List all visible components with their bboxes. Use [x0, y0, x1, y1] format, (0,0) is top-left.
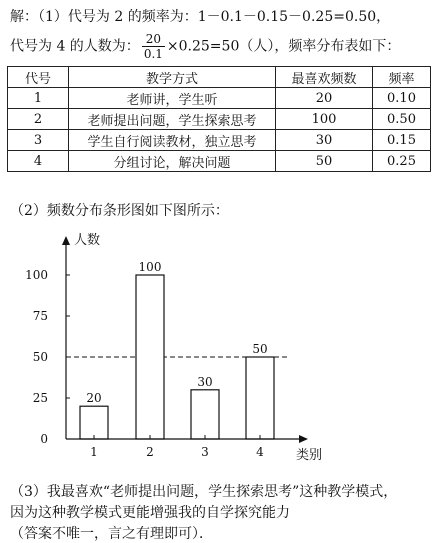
bar-value-label: 100 — [138, 260, 162, 274]
cell-rate: 0.15 — [373, 130, 431, 151]
header-method: 教学方式 — [69, 67, 276, 88]
cell-count: 30 — [276, 130, 373, 151]
fraction-numerator: 20 — [142, 32, 165, 47]
x-tick-label: 1 — [90, 445, 98, 459]
bar-value-label: 30 — [197, 374, 213, 389]
y-axis-arrow — [62, 236, 70, 245]
part2-text: （2）频数分布条形图如下图所示： — [10, 203, 229, 219]
cell-rate: 0.50 — [373, 109, 431, 130]
bar-value-label: 50 — [252, 342, 268, 356]
x-tick-label: 4 — [256, 445, 264, 459]
cell-method: 老师讲，学生听 — [69, 88, 276, 109]
cell-method: 老师提出问题，学生探索思考 — [69, 109, 276, 130]
bar — [80, 406, 108, 439]
y-axis-label: 人数 — [74, 233, 101, 248]
solution-line-1: 解：（1）代号为 2 的频率为：1－0.1－0.15－0.25=0.50， — [10, 9, 391, 25]
header-count: 最喜欢频数 — [276, 67, 373, 88]
header-code: 代号 — [8, 67, 69, 88]
x-tick-label: 3 — [201, 445, 209, 459]
cell-code: 3 — [8, 130, 69, 151]
cell-rate: 0.10 — [373, 88, 431, 109]
cell-count: 20 — [276, 88, 373, 109]
part3-line-3: （答案不唯一，言之有理即可）． — [10, 526, 213, 542]
header-rate: 频率 — [373, 67, 431, 88]
cell-code: 1 — [8, 88, 69, 109]
bar — [246, 357, 274, 439]
cell-rate: 0.25 — [373, 151, 431, 172]
cell-method: 学生自行阅读教材，独立思考 — [69, 130, 276, 151]
y-tick-label: 100 — [25, 268, 48, 282]
y-tick-label: 50 — [32, 350, 48, 364]
y-tick-label: 25 — [32, 391, 48, 405]
y-tick-label: 75 — [32, 309, 48, 323]
solution-line-2-suffix: ×0.25=50（人），频率分布表如下： — [166, 38, 401, 55]
part3-line-1: （3）我最喜欢“老师提出问题，学生探索思考”这种教学模式， — [10, 484, 398, 500]
x-tick-label: 2 — [146, 445, 154, 459]
fraction-denominator: 0.1 — [143, 47, 163, 61]
cell-code: 4 — [8, 151, 69, 172]
bar-value-label: 20 — [86, 391, 102, 406]
cell-count: 100 — [276, 109, 373, 130]
cell-method: 分组讨论，解决问题 — [69, 151, 276, 172]
y-tick-label: 0 — [40, 432, 48, 446]
bar — [136, 275, 164, 439]
x-axis-arrow — [299, 435, 308, 443]
x-axis-label: 类别 — [296, 448, 323, 463]
bar — [191, 390, 219, 439]
solution-line-2-prefix: 代号为 4 的人数为： — [10, 38, 140, 55]
cell-code: 2 — [8, 109, 69, 130]
cell-count: 50 — [276, 151, 373, 172]
part3-line-2: 因为这种教学模式更能增强我的自学探究能力 — [10, 505, 290, 521]
